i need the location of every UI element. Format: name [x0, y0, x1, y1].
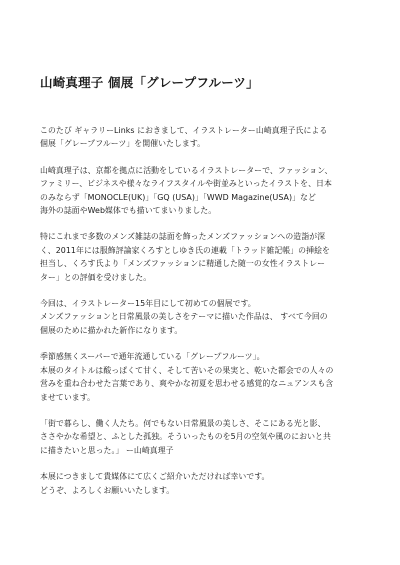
text-line: 本展につきまして貴媒体にて広くご紹介いただければ幸いです。 [40, 472, 270, 482]
paragraph-title-meaning [40, 350, 372, 404]
paragraph-intro [40, 124, 372, 151]
text-line: 個展のために描かれた新作になります。 [40, 325, 183, 335]
paragraph-menswear-career [40, 230, 372, 284]
text-line: 営みを重ね合わせた言葉であり、爽やかな初夏を思わせる感覚的なニュアンスも含 [40, 379, 334, 389]
paragraph-artist-profile [40, 164, 372, 218]
text-line: ささやかな希望と、ふとした孤独。そういったものを5月の空気や風のにおいと共 [40, 432, 331, 442]
text-line: 本展のタイトルは酸っぱくて甘く、そして苦いその果実と、乾いた都会での人々の [40, 365, 334, 375]
document-body [40, 124, 372, 510]
text-line: 個展「グレープフルーツ」を開催いたします。 [40, 139, 206, 149]
text-line: ファミリー、ビジネスや様々なライフスタイルや街並みといったイラストを、日本 [40, 179, 332, 189]
text-line: どうぞ、よろしくお願いいたします。 [40, 485, 175, 495]
text-line: 特にこれまで多数のメンズ雑誌の誌面を飾ったメンズファッションへの造詣が深 [40, 232, 326, 242]
text-line: く、2011年には服飾評論家くろすとしゆき氏の連載「トラッド雑記帳」の挿絵を [40, 245, 330, 255]
text-line: に描きたいと思った。」 ー山崎真理子 [40, 445, 174, 455]
text-line: 今回は、イラストレーター15年目にして初めての個展です。 [40, 299, 256, 309]
text-line: 担当し、くろす氏より「メンズファッションに精通した随一の女性イラストレー [40, 259, 326, 269]
text-line: 季節感無くスーパーで通年流通している「グレープフルーツ」。 [40, 352, 265, 362]
paragraph-artist-quote [40, 417, 372, 457]
text-line: ませています。 [40, 392, 95, 402]
paragraph-closing [40, 470, 372, 497]
text-line: 海外の誌面やWeb媒体でも描いてまいりました。 [40, 206, 217, 216]
text-line: ター」との評価を受けました。 [40, 272, 152, 282]
text-line: このたび ギャラリーLinks におきまして、イラストレーター山崎真理子氏による [40, 126, 328, 135]
text-line: 山崎真理子は、京都を拠点に活動をしているイラストレーターで、ファッション、 [40, 165, 333, 175]
text-line: メンズファッションと日常風景の美しさをテーマに描いた作品は、 すべて今回の [40, 312, 328, 322]
paragraph-exhibition-overview [40, 297, 372, 337]
text-line: 「街で暮らし、働く人たち。何でもない日常風景の美しさ、そこにある光と影、 [40, 418, 326, 428]
text-line: のみならず「MONOCLE(UK)」「GQ (USA)」「WWD Magazine(USA)」など [40, 192, 316, 202]
page-title: 山崎真理子 個展「グレープフルーツ」 [40, 75, 259, 90]
